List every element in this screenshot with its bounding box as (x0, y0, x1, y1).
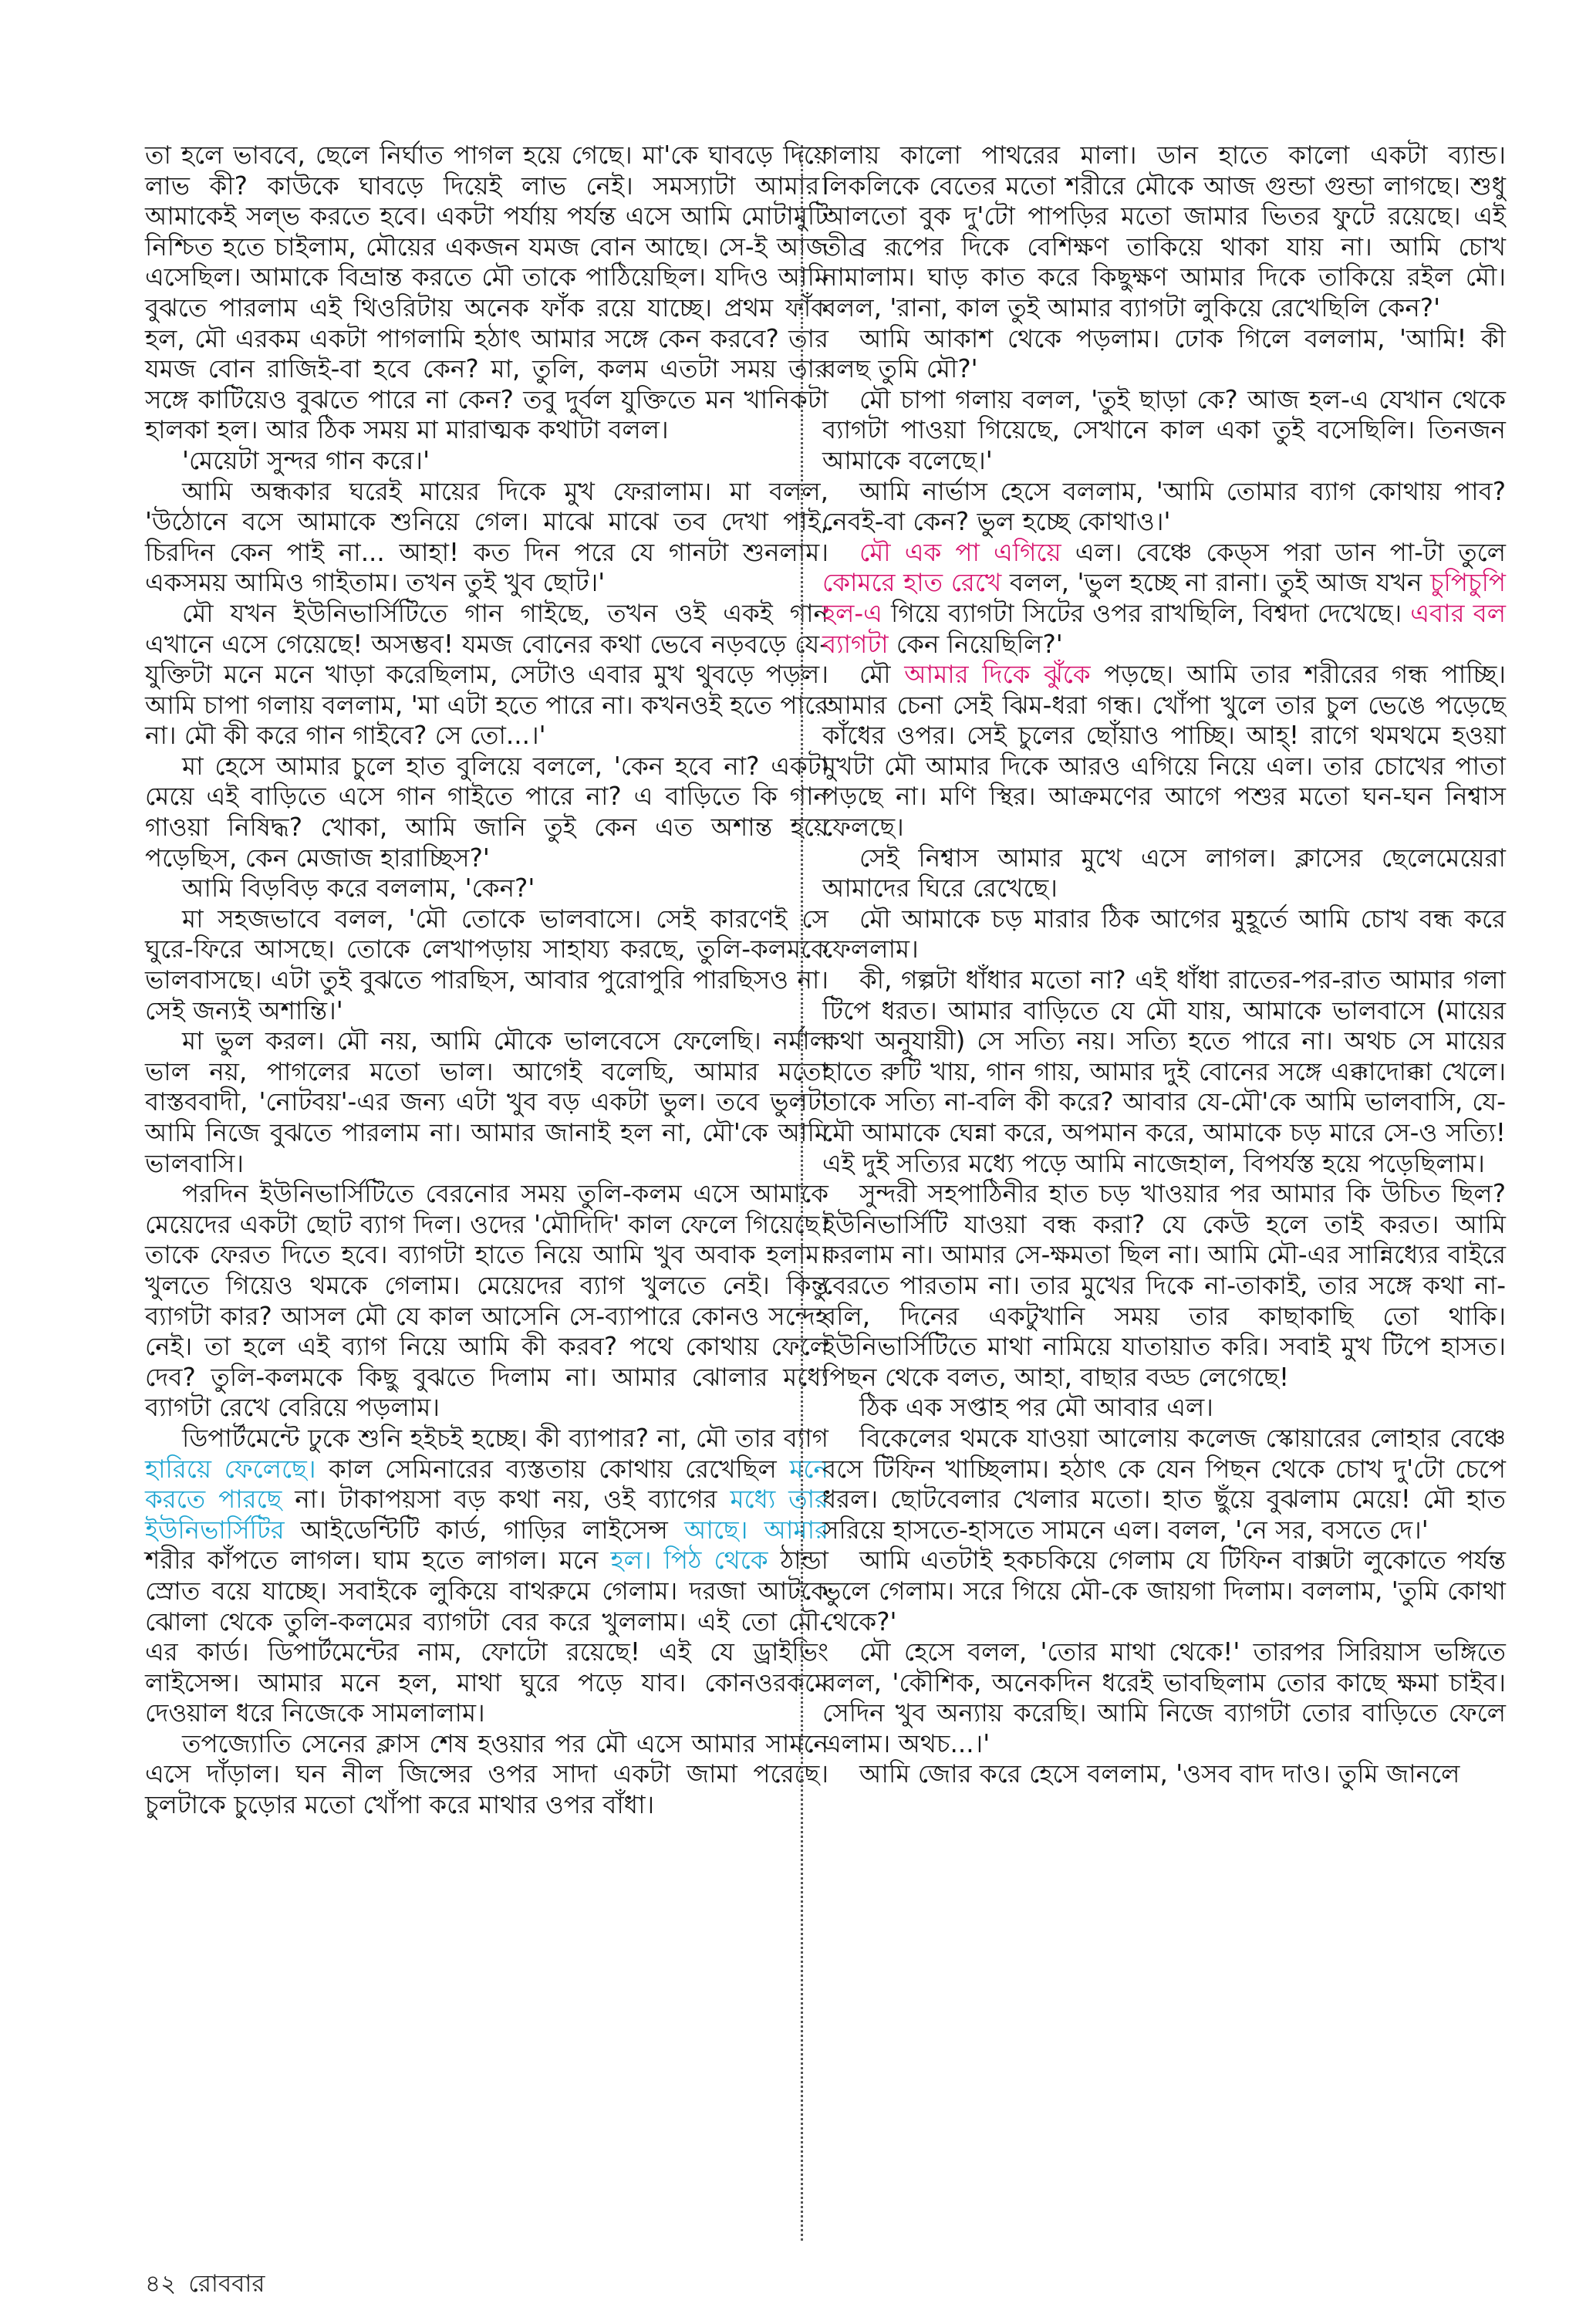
paragraph: কী, গল্পটা ধাঁধার মতো না? এই ধাঁধা রাতের-পর-রাত আমার গলা টিপে ধরত। আমার বাড়িতে যে মৌ যায়, আমাকে ভালবাসে (মায়ের কথা অনুযায়ী) সে সত্যি নয়। সত্যি হতে পারে না। অথচ সে মায়ের হাতে রুটি খায়, গান গায়, আমার দুই বোনের সঙ্গে এক্কাদোক্কা খেলে। তাকে সত্যি না-বলি কী করে? আবার যে-মৌ'কে আমি ভালবাসি, যে-মৌ আমাকে ঘেন্না করে, অপমান করে, আমাকে চড় মারে সে-ও সত্যি! এই দুই সত্যির মধ্যে পড়ে আমি নাজেহাল, বিপর্যস্ত হয়ে পড়েছিলাম। (822, 965, 1506, 1178)
paragraph: মৌ আমাকে চড় মারার ঠিক আগের মুহূর্তে আমি চোখ বন্ধ করে ফেললাম। (822, 904, 1506, 964)
paragraph: গলায় কালো পাথরের মালা। ডান হাতে কালো একটা ব্যান্ড। লিকলিকে বেতের মতো শরীরে মৌকে আজ গুন্ডা গুন্ডা লাগছে। শুধু আলতো বুক দু'টো পাপড়ির মতো জামার ভিতর ফুটে রয়েছে। এই তীব্র রূপের দিকে বেশিক্ষণ তাকিয়ে থাকা যায় না। আমি চোখ নামালাম। ঘাড় কাত করে কিছুক্ষণ আমার দিকে তাকিয়ে রইল মৌ। বলল, 'রানা, কাল তুই আমার ব্যাগটা লুকিয়ে রেখেছিলি কেন?' (822, 140, 1506, 323)
highlighted-text: এবার বল ব্যাগটা (822, 598, 1506, 659)
paragraph: মৌ যখন ইউনিভার্সিটিতে গান গাইছে, তখন ওই একই গান এখানে এসে গেয়েছে! অসম্ভব! যমজ বোনের কথা ভেবে নড়বড়ে যে-যুক্তিটা মনে মনে খাড়া করেছিলাম, সেটাও এবার মুখ থুবড়ে পড়ল। আমি চাপা গলায় বললাম, 'মা এটা হতে পারে না। কখনওই হতে পারে না। মৌ কী করে গান গাইবে? সে তো...।' (145, 598, 828, 751)
text-run: আইডেন্টিটি কার্ড, গাড়ির লাইসেন্স (284, 1515, 684, 1545)
paragraph: তপজ্যোতি সেনের ক্লাস শেষ হওয়ার পর মৌ এসে আমার সামনে এসে দাঁড়াল। ঘন নীল জিন্সের ওপর সাদা একটা জামা পরেছে। চুলটাকে চুড়োর মতো খোঁপা করে মাথার ওপর বাঁধা। (145, 1728, 828, 1820)
text-run: কাল সেমিনারের ব্যস্ততায় কোথায় রেখেছিল (316, 1454, 790, 1484)
paragraph: পরদিন ইউনিভার্সিটিতে বেরনোর সময় তুলি-কলম এসে আমাকে মেয়েদের একটা ছোট ব্যাগ দিল। ওদের 'মৌদিদি' কাল ফেলে গিয়েছে। তাকে ফেরত দিতে হবে। ব্যাগটা হাতে নিয়ে আমি খুব অবাক হলাম। খুলতে গিয়েও থমকে গেলাম। মেয়েদের ব্যাগ খুলতে নেই। কিন্তু ব্যাগটা কার? আসল মৌ যে কাল আসেনি সে-ব্যাপারে কোনও সন্দেহ নেই। তা হলে এই ব্যাগ নিয়ে আমি কী করব? পথে কোথায় ফেলে দেব? তুলি-কলমকে কিছু বুঝতে দিলাম না। আমার ঝোলার মধ্যে ব্যাগটা রেখে বেরিয়ে পড়লাম। (145, 1179, 828, 1423)
paragraph: সুন্দরী সহপাঠিনীর হাত চড় খাওয়ার পর আমার কি উচিত ছিল? ইউনিভার্সিটি যাওয়া বন্ধ করা? যে কেউ হলে তাই করত। আমি করলাম না। আমার সে-ক্ষমতা ছিল না। আমি মৌ-এর সান্নিধ্যের বাইরে বেরতে পারতাম না। তার মুখের দিকে না-তাকাই, তার সঙ্গে কথা না-বলি, দিনের একটুখানি সময় তার কাছাকাছি তো থাকি। ইউনিভার্সিটিতে মাথা নামিয়ে যাতায়াত করি। সবাই মুখ টিপে হাসত। পিছন থেকে বলত, আহা, বাছার বড্ড লেগেছে! (822, 1179, 1506, 1392)
paragraph: মা সহজভাবে বলল, 'মৌ তোকে ভালবাসে। সেই কারণেই সে ঘুরে-ফিরে আসছে। তোকে লেখাপড়ায় সাহায্য করছে, তুলি-কলমকে ভালবাসছে। এটা তুই বুঝতে পারছিস, আবার পুরোপুরি পারছিসও না। সেই জন্যই অশান্তি।' (145, 904, 828, 1025)
text-run: বলল, 'ভুল হচ্ছে না রানা। তুই আজ যখন (1001, 568, 1430, 598)
paragraph: বিকেলের থমকে যাওয়া আলোয় কলেজ স্কোয়ারের লোহার বেঞ্চে বসে টিফিন খাচ্ছিলাম। হঠাৎ কে যেন পিছন থেকে চোখ দু'টো চেপে ধরল। ছোটবেলার খেলার মতো। হাত ছুঁয়ে বুঝলাম মেয়ে! মৌ হাত সরিয়ে হাসতে-হাসতে সামনে এল। বলল, 'নে সর, বসতে দে।' (822, 1423, 1506, 1545)
text-run: গিয়ে ব্যাগটা সিটের ওপর রাখছিলি, বিশ্বদা দেখেছে। (882, 598, 1411, 628)
paragraph: সেই নিশ্বাস আমার মুখে এসে লাগল। ক্লাসের ছেলেমেয়েরা আমাদের ঘিরে রেখেছে। (822, 843, 1506, 904)
paragraph: আমি আকাশ থেকে পড়লাম। ঢোক গিলে বললাম, 'আমি! কী বলছ তুমি মৌ?' (822, 323, 1506, 384)
paragraph: আমি অন্ধকার ঘরেই মায়ের দিকে মুখ ফেরালাম। মা বলল, 'উঠোনে বসে আমাকে শুনিয়ে গেল। মাঝে মাঝে তব দেখা পাই, চিরদিন কেন পাই না... আহা! কত দিন পরে যে গানটা শুনলাম। একসময় আমিও গাইতাম। তখন তুই খুব ছোট।' (145, 476, 828, 598)
paragraph: আমি বিড়বিড় করে বললাম, 'কেন?' (182, 873, 535, 904)
paragraph: আমি নার্ভাস হেসে বললাম, 'আমি তোমার ব্যাগ কোথায় পাব? নেবই-বা কেন? ভুল হচ্ছে কোথাও।' (822, 476, 1506, 537)
highlighted-text: হল। পিঠ থেকে (610, 1545, 768, 1576)
article-column-left (145, 140, 828, 1821)
paragraph: আমি এতটাই হকচকিয়ে গেলাম যে টিফিন বাক্সটা লুকোতে পর্যন্ত ভুলে গেলাম। সরে গিয়ে মৌ-কে জায়গা দিলাম। বললাম, 'তুমি কোথা থেকে?' (822, 1545, 1506, 1637)
text-run: পড়ছে। আমি তার শরীরের গন্ধ পাচ্ছি। আমার চেনা সেই ঝিম-ধরা গন্ধ। খোঁপা খুলে তার চুল ভেঙে পড়েছে কাঁধের ওপর। সেই চুলের ছোঁয়াও পাচ্ছি। আহ্! রাগে থমথমে হওয়া মুখটা মৌ আমার দিকে আরও এগিয়ে নিয়ে এল। তার চোখের পাতা পড়ছে না। মণি স্থির। আক্রমণের আগে পশুর মতো ঘন-ঘন নিশ্বাস ফেলছে। (822, 660, 1507, 843)
paragraph: তা হলে ভাববে, ছেলে নির্ঘাত পাগল হয়ে গেছে। মা'কে ঘাবড়ে দিয়ে লাভ কী? কাউকে ঘাবড়ে দিয়েই লাভ নেই। সমস্যাটা আমার। আমাকেই সল্ভ করতে হবে। একটা পর্যায় পর্যন্ত এসে আমি মোটামুটি নিশ্চিত হতে চাইলাম, মৌয়ের একজন যমজ বোন আছে। সে-ই আজ এসেছিল। আমাকে বিভ্রান্ত করতে মৌ তাকে পাঠিয়েছিল। যদিও আমি বুঝতে পারলাম এই থিওরিটায় অনেক ফাঁক রয়ে যাচ্ছে। প্রথম ফাঁক হল, মৌ এরকম একটা পাগলামি হঠাৎ আমার সঙ্গে কেন করবে? তার যমজ বোন রাজিই-বা হবে কেন? মা, তুলি, কলম এতটা সময় তার সঙ্গে কাটিয়েও বুঝতে পারে না কেন? তবু দুর্বল যুক্তিতে মন খানিকটা হালকা হল। আর ঠিক সময় মা মারাত্মক কথাটা বলল। (145, 140, 828, 445)
text-run: ঠান্ডা স্রোত বয়ে যাচ্ছে। সবাইকে লুকিয়ে বাথরুমে গেলাম। দরজা আটকে ঝোলা থেকে তুলি-কলমের ব্যাগটা বের করে খুললাম। এই তো মৌ-এর কার্ড। ডিপার্টমেন্টের নাম, ফোটো রয়েছে! এই যে ড্রাইভিং লাইসেন্স। আমার মনে হল, মাথা ঘুরে পড়ে যাব। কোনওরকমে দেওয়াল ধরে নিজেকে সামলালাম। (145, 1545, 828, 1728)
highlighted-text: মনে করতে পারছে (145, 1454, 828, 1515)
highlighted-text: মধ্যে তার ইউনিভার্সিটির (145, 1485, 828, 1545)
highlighted-text: আছে। আমার (683, 1515, 828, 1545)
paragraph: মা ভুল করল। মৌ নয়, আমি মৌকে ভালবেসে ফেলেছি। নর্মাল ভাল নয়, পাগলের মতো ভাল। আগেই বলেছি, আমার মতো বাস্তববাদী, 'নোটবয়'-এর জন্য এটা খুব বড় একটা ভুল। তবে ভুলটা আমি নিজে বুঝতে পারলাম না। আমার জানাই হল না, মৌ'কে আমি ভালবাসি। (145, 1026, 828, 1178)
paragraph: আমি জোর করে হেসে বললাম, 'ওসব বাদ দাও। তুমি জানলে (859, 1759, 1460, 1789)
magazine-name: রোববার (188, 2270, 265, 2298)
text-run: ডিপার্টমেন্টে ঢুকে শুনি হইচই হচ্ছে। কী ব্যাপার? না, মৌ তার ব্যাগ (182, 1423, 828, 1453)
paragraph: মা হেসে আমার চুলে হাত বুলিয়ে বললে, 'কেন হবে না? একটা মেয়ে এই বাড়িতে এসে গান গাইতে পারে না? এ বাড়িতে কি গান গাওয়া নিষিদ্ধ? খোকা, আমি জানি তুই কেন এত অশান্ত হয়ে পড়েছিস, কেন মেজাজ হারাচ্ছিস?' (145, 751, 828, 873)
page-footer (145, 2265, 265, 2305)
page-number: ৪২ (145, 2270, 177, 2298)
paragraph: মৌ হেসে বলল, 'তোর মাথা থেকে!' তারপর সিরিয়াস ভঙ্গিতে বলল, 'কৌশিক, অনেকদিন ধরেই ভাবছিলাম তোর কাছে ক্ষমা চাইব। সেদিন খুব অন্যায় করেছি। আমি নিজে ব্যাগটা তোর বাড়িতে ফেলে এলাম। অথচ...।' (822, 1637, 1506, 1758)
highlighted-text: হারিয়ে ফেলেছে। (145, 1454, 316, 1484)
paragraph (822, 538, 1506, 660)
text-run: এল। বেঞ্চে কেড্স পরা ডান পা-টা তুলে (1061, 537, 1506, 567)
highlighted-text: চুপিচুপি হল-এ (822, 568, 1506, 628)
paragraph (822, 660, 1506, 843)
text-run: শরীর কাঁপতে লাগল। ঘাম হতে লাগল। মনে (145, 1545, 611, 1576)
highlighted-text: মৌ এক পা এগিয়ে (859, 537, 1061, 567)
paragraph: ঠিক এক সপ্তাহ পর মৌ আবার এল। (859, 1393, 1213, 1423)
highlighted-text: আমার দিকে ঝুঁকে (904, 660, 1091, 690)
text-run: মৌ (859, 660, 905, 690)
highlighted-text: কোমরে হাত রেখে (822, 568, 1002, 598)
paragraph (145, 1424, 828, 1729)
article-column-right (822, 140, 1506, 1790)
text-run: কেন নিয়েছিলি?' (888, 629, 1063, 659)
paragraph: 'মেয়েটা সুন্দর গান করে।' (182, 445, 430, 475)
paragraph: মৌ চাপা গলায় বলল, 'তুই ছাড়া কে? আজ হল-এ যেখান থেকে ব্যাগটা পাওয়া গিয়েছে, সেখানে কাল একা তুই বসেছিলি। তিনজন আমাকে বলেছে।' (822, 384, 1506, 475)
text-run: না। টাকাপয়সা বড় কথা নয়, ওই ব্যাগের (282, 1485, 731, 1515)
column-divider (801, 145, 803, 2241)
